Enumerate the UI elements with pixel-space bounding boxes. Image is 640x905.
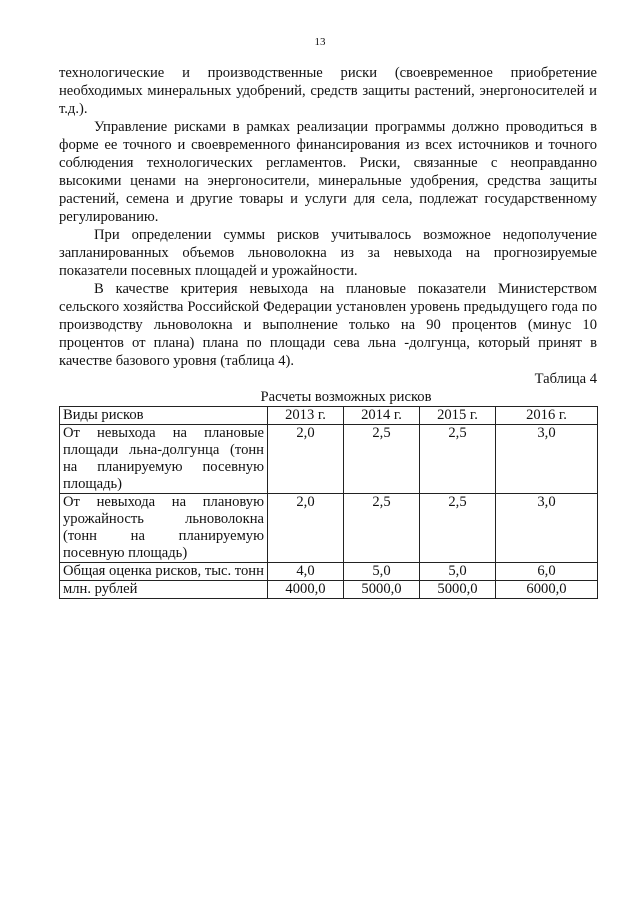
table-row xyxy=(60,425,598,494)
row-label: От невыхода на плановую урожайность льноволокна (тонн на планируемую посевную площадь) xyxy=(60,494,268,563)
paragraph-3: При определении суммы рисков учитывалось возможное недополучение запланированных объемов льноволокна из за невыхода на прогнозируемые показатели посевных площадей и урожайности. xyxy=(59,227,597,279)
header-year: 2015 г. xyxy=(420,407,496,425)
table-caption: Расчеты возможных рисков xyxy=(260,389,432,405)
row-value: 4000,0 xyxy=(268,581,344,599)
row-value: 4,0 xyxy=(268,563,344,581)
table-label: Таблица 4 xyxy=(534,371,597,387)
row-value: 6000,0 xyxy=(496,581,598,599)
row-value: 5,0 xyxy=(420,563,496,581)
table-row xyxy=(60,581,598,599)
row-value: 2,5 xyxy=(344,425,420,494)
row-value: 2,5 xyxy=(420,494,496,563)
row-label: Общая оценка рисков, тыс. тонн xyxy=(60,563,268,581)
row-value: 6,0 xyxy=(496,563,598,581)
row-value: 5,0 xyxy=(344,563,420,581)
risk-table xyxy=(59,406,598,599)
paragraph-2: Управление рисками в рамках реализации программы должно проводиться в форме ее точного и своевременного финансирования из всех источников и точного соблюдения технологических регламентов. Риски, связанные с неоправданно высокими ценами на энергоносители, минеральные удобрения, средства защиты растений, семена и другие товары и услуги для села, подлежат государственному регулированию. xyxy=(59,119,597,225)
header-risk-type: Виды рисков xyxy=(60,407,268,425)
document-body xyxy=(59,64,597,599)
paragraph-1: технологические и производственные риски (своевременное приобретение необходимых минеральных удобрений, средств защиты растений, энергоносителей и т.д.). xyxy=(59,65,597,117)
row-value: 5000,0 xyxy=(344,581,420,599)
page-number: 13 xyxy=(314,36,326,48)
row-label: млн. рублей xyxy=(60,581,268,599)
row-value: 3,0 xyxy=(496,425,598,494)
row-value: 5000,0 xyxy=(420,581,496,599)
header-year: 2013 г. xyxy=(268,407,344,425)
paragraph-4: В качестве критерия невыхода на плановые показатели Министерством сельского хозяйства Российской Федерации установлен уровень предыдущего года по производству льноволокна и выполнение только на 90 процентов (минус 10 процентов от плана) плана по площади сева льна -долгунца, который принят в качестве базового уровня (таблица 4). xyxy=(59,281,597,369)
table-row xyxy=(60,563,598,581)
row-value: 2,5 xyxy=(344,494,420,563)
row-value: 2,5 xyxy=(420,425,496,494)
row-value: 2,0 xyxy=(268,425,344,494)
row-value: 3,0 xyxy=(496,494,598,563)
table-row xyxy=(60,494,598,563)
row-label: От невыхода на плановые площади льна-долгунца (тонн на планируемую посевную площадь) xyxy=(60,425,268,494)
header-year: 2014 г. xyxy=(344,407,420,425)
row-value: 2,0 xyxy=(268,494,344,563)
header-year: 2016 г. xyxy=(496,407,598,425)
table-header-row xyxy=(60,407,598,425)
